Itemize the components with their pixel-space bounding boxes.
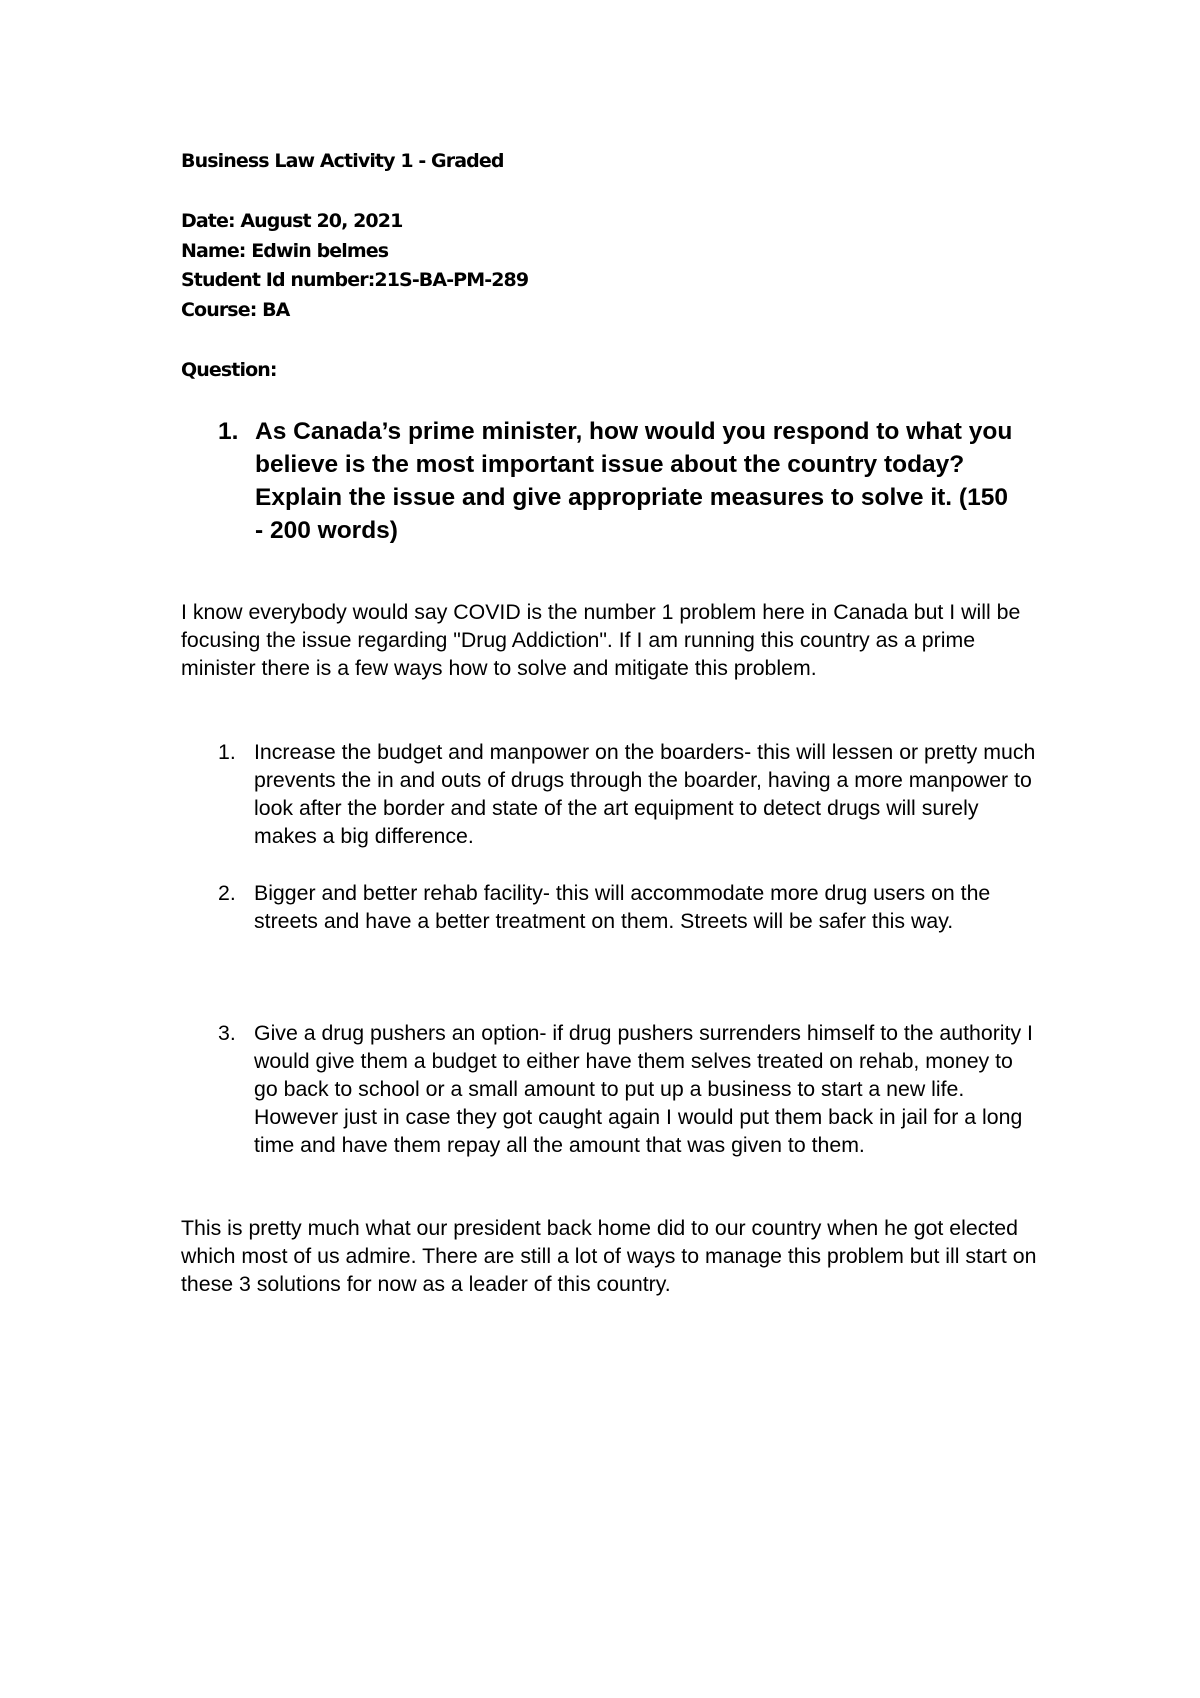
list-item-number: 1. [218,740,236,764]
course-line: Course: BA [181,299,290,321]
list-item-text: Give a drug pushers an option- if drug pushers surrenders himself to the authority I would give them a budget to either have them selves treated on rehab, money to go back to school or a small amount to put up a business to start a new life. However just in case they got caught again I would put them back in jail for a long time and have them repay all the amount that was given to them. [254,1021,1033,1157]
answer-conclusion: This is pretty much what our president back home did to our country when he got elected which most of us admire. There are still a lot of ways to manage this problem but ill start on these 3 solutions for now as a leader of this country. [181,1216,1037,1296]
list-item-text: Increase the budget and manpower on the boarders- this will lessen or pretty much prevents the in and outs of drugs through the boarder, having a more manpower to look after the border and state of the art equipment to detect drugs will surely makes a big difference. [254,740,1036,848]
name-line: Name: Edwin belmes [181,240,389,262]
document-title: Business Law Activity 1 - Graded [181,150,504,172]
answer-intro: I know everybody would say COVID is the number 1 problem here in Canada but I will be focusing the issue regarding "Drug Addiction". If I am running this country as a prime minister there is a few ways how to solve and mitigate this problem. [181,600,1021,680]
list-item-number: 2. [218,881,236,905]
question-text: As Canada’s prime minister, how would you respond to what you believe is the most important issue about the country today? Explain the issue and give appropriate measures to solve it. (150 - 200 words) [255,418,1013,544]
date-line: Date: August 20, 2021 [181,210,403,232]
answer-list-item [218,879,1038,935]
list-item-number: 3. [218,1021,236,1045]
student-id-line: Student Id number:21S-BA-PM-289 [181,269,529,291]
question-label: Question: [181,359,277,381]
question-number: 1. [218,418,239,445]
list-item-text: Bigger and better rehab facility- this will accommodate more drug users on the streets and have a better treatment on them. Streets will be safer this way. [254,881,991,933]
answer-list-item [218,1019,1038,1159]
answer-list-item [218,738,1038,850]
question-block [218,415,1018,547]
